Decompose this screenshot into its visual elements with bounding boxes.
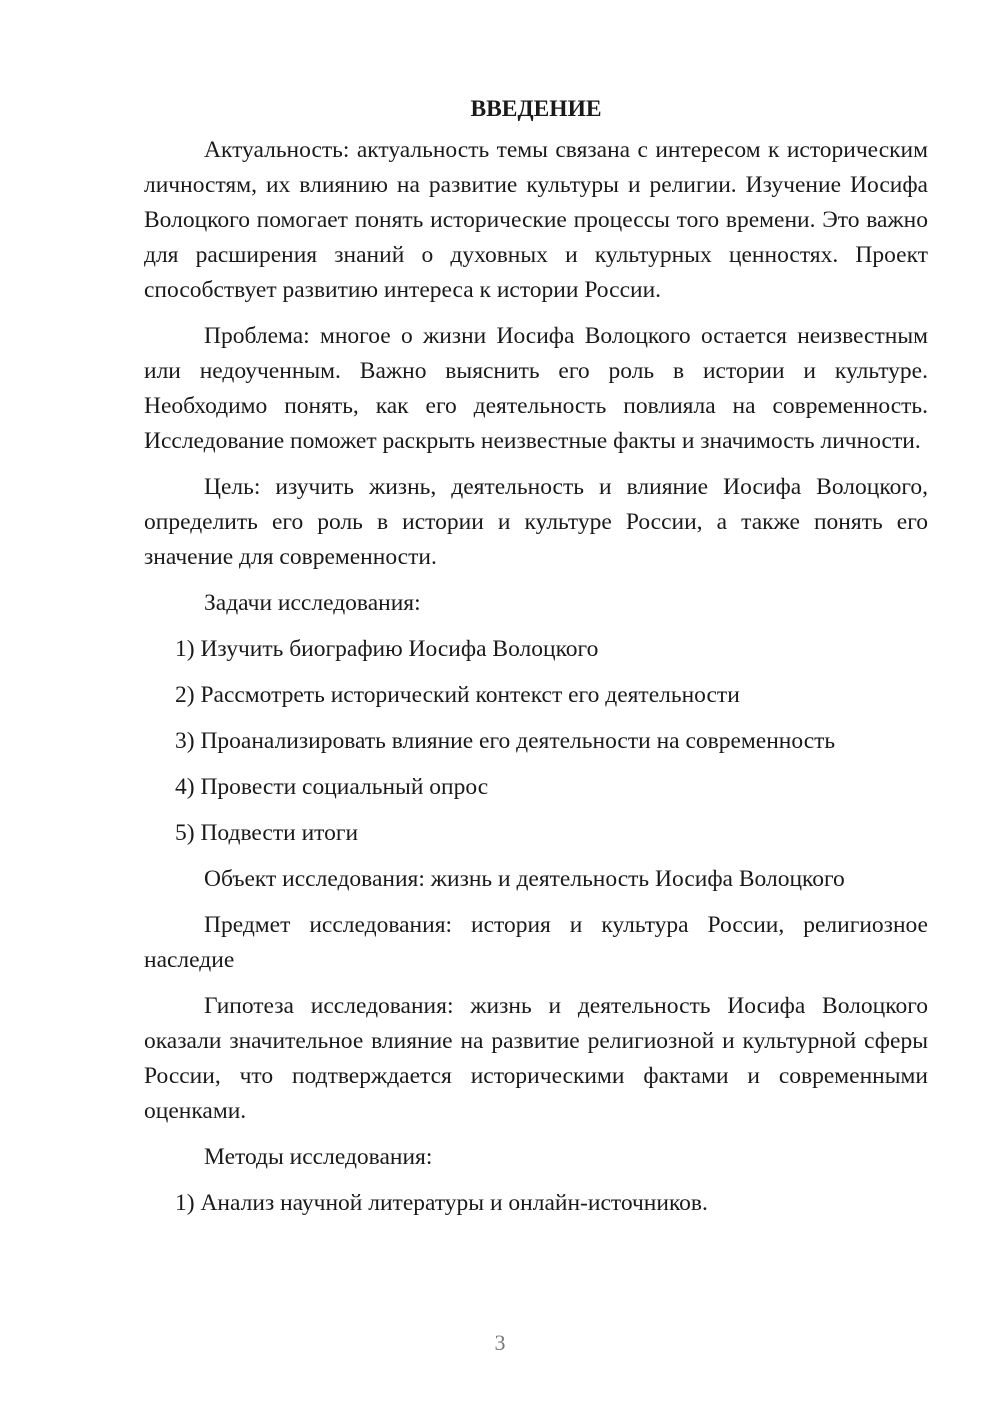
goal-paragraph: Цель: изучить жизнь, деятельность и влияние Иосифа Волоцкого, определить его роль в истории и культуре России, а также понять его значение для современности. xyxy=(144,474,928,570)
hypothesis-paragraph: Гипотеза исследования: жизнь и деятельность Иосифа Волоцкого оказали значительное влияние на развитие религиозной и культурной сферы России, что подтверждается историческими фактами и современными оценками. xyxy=(144,993,928,1124)
task-item-2: 2) Рассмотреть исторический контекст его деятельности xyxy=(175,682,740,708)
page-number: 3 xyxy=(494,1330,506,1355)
subject-paragraph: Предмет исследования: история и культура России, религиозное наследие xyxy=(144,912,928,973)
methods-title: Методы исследования: xyxy=(204,1144,433,1170)
task-item-3: 3) Проанализировать влияние его деятельности на современность xyxy=(175,728,836,754)
task-item-1: 1) Изучить биографию Иосифа Волоцкого xyxy=(175,636,599,662)
tasks-title: Задачи исследования: xyxy=(204,590,421,616)
page-content xyxy=(144,92,928,1232)
task-item-4: 4) Провести социальный опрос xyxy=(175,774,489,800)
problem-paragraph: Проблема: многое о жизни Иосифа Волоцкого остается неизвестным или недоученным. Важно выяснить его роль в истории и культуре. Необходимо понять, как его деятельность повлияла на современность. Исследование поможет раскрыть неизвестные факты и значимость личности. xyxy=(144,323,928,454)
method-item-1: 1) Анализ научной литературы и онлайн-источников. xyxy=(175,1190,708,1216)
relevance-paragraph: Актуальность: актуальность темы связана с интересом к историческим личностям, их влиянию на развитие культуры и религии. Изучение Иосифа Волоцкого помогает понять исторические процессы того времени. Это важно для расширения знаний о духовных и культурных ценностях. Проект способствует развитию интереса к истории России. xyxy=(144,137,928,303)
object-paragraph: Объект исследования: жизнь и деятельность Иосифа Волоцкого xyxy=(204,866,845,892)
section-heading: ВВЕДЕНИЕ xyxy=(470,96,602,122)
task-item-5: 5) Подвести итоги xyxy=(175,820,359,846)
